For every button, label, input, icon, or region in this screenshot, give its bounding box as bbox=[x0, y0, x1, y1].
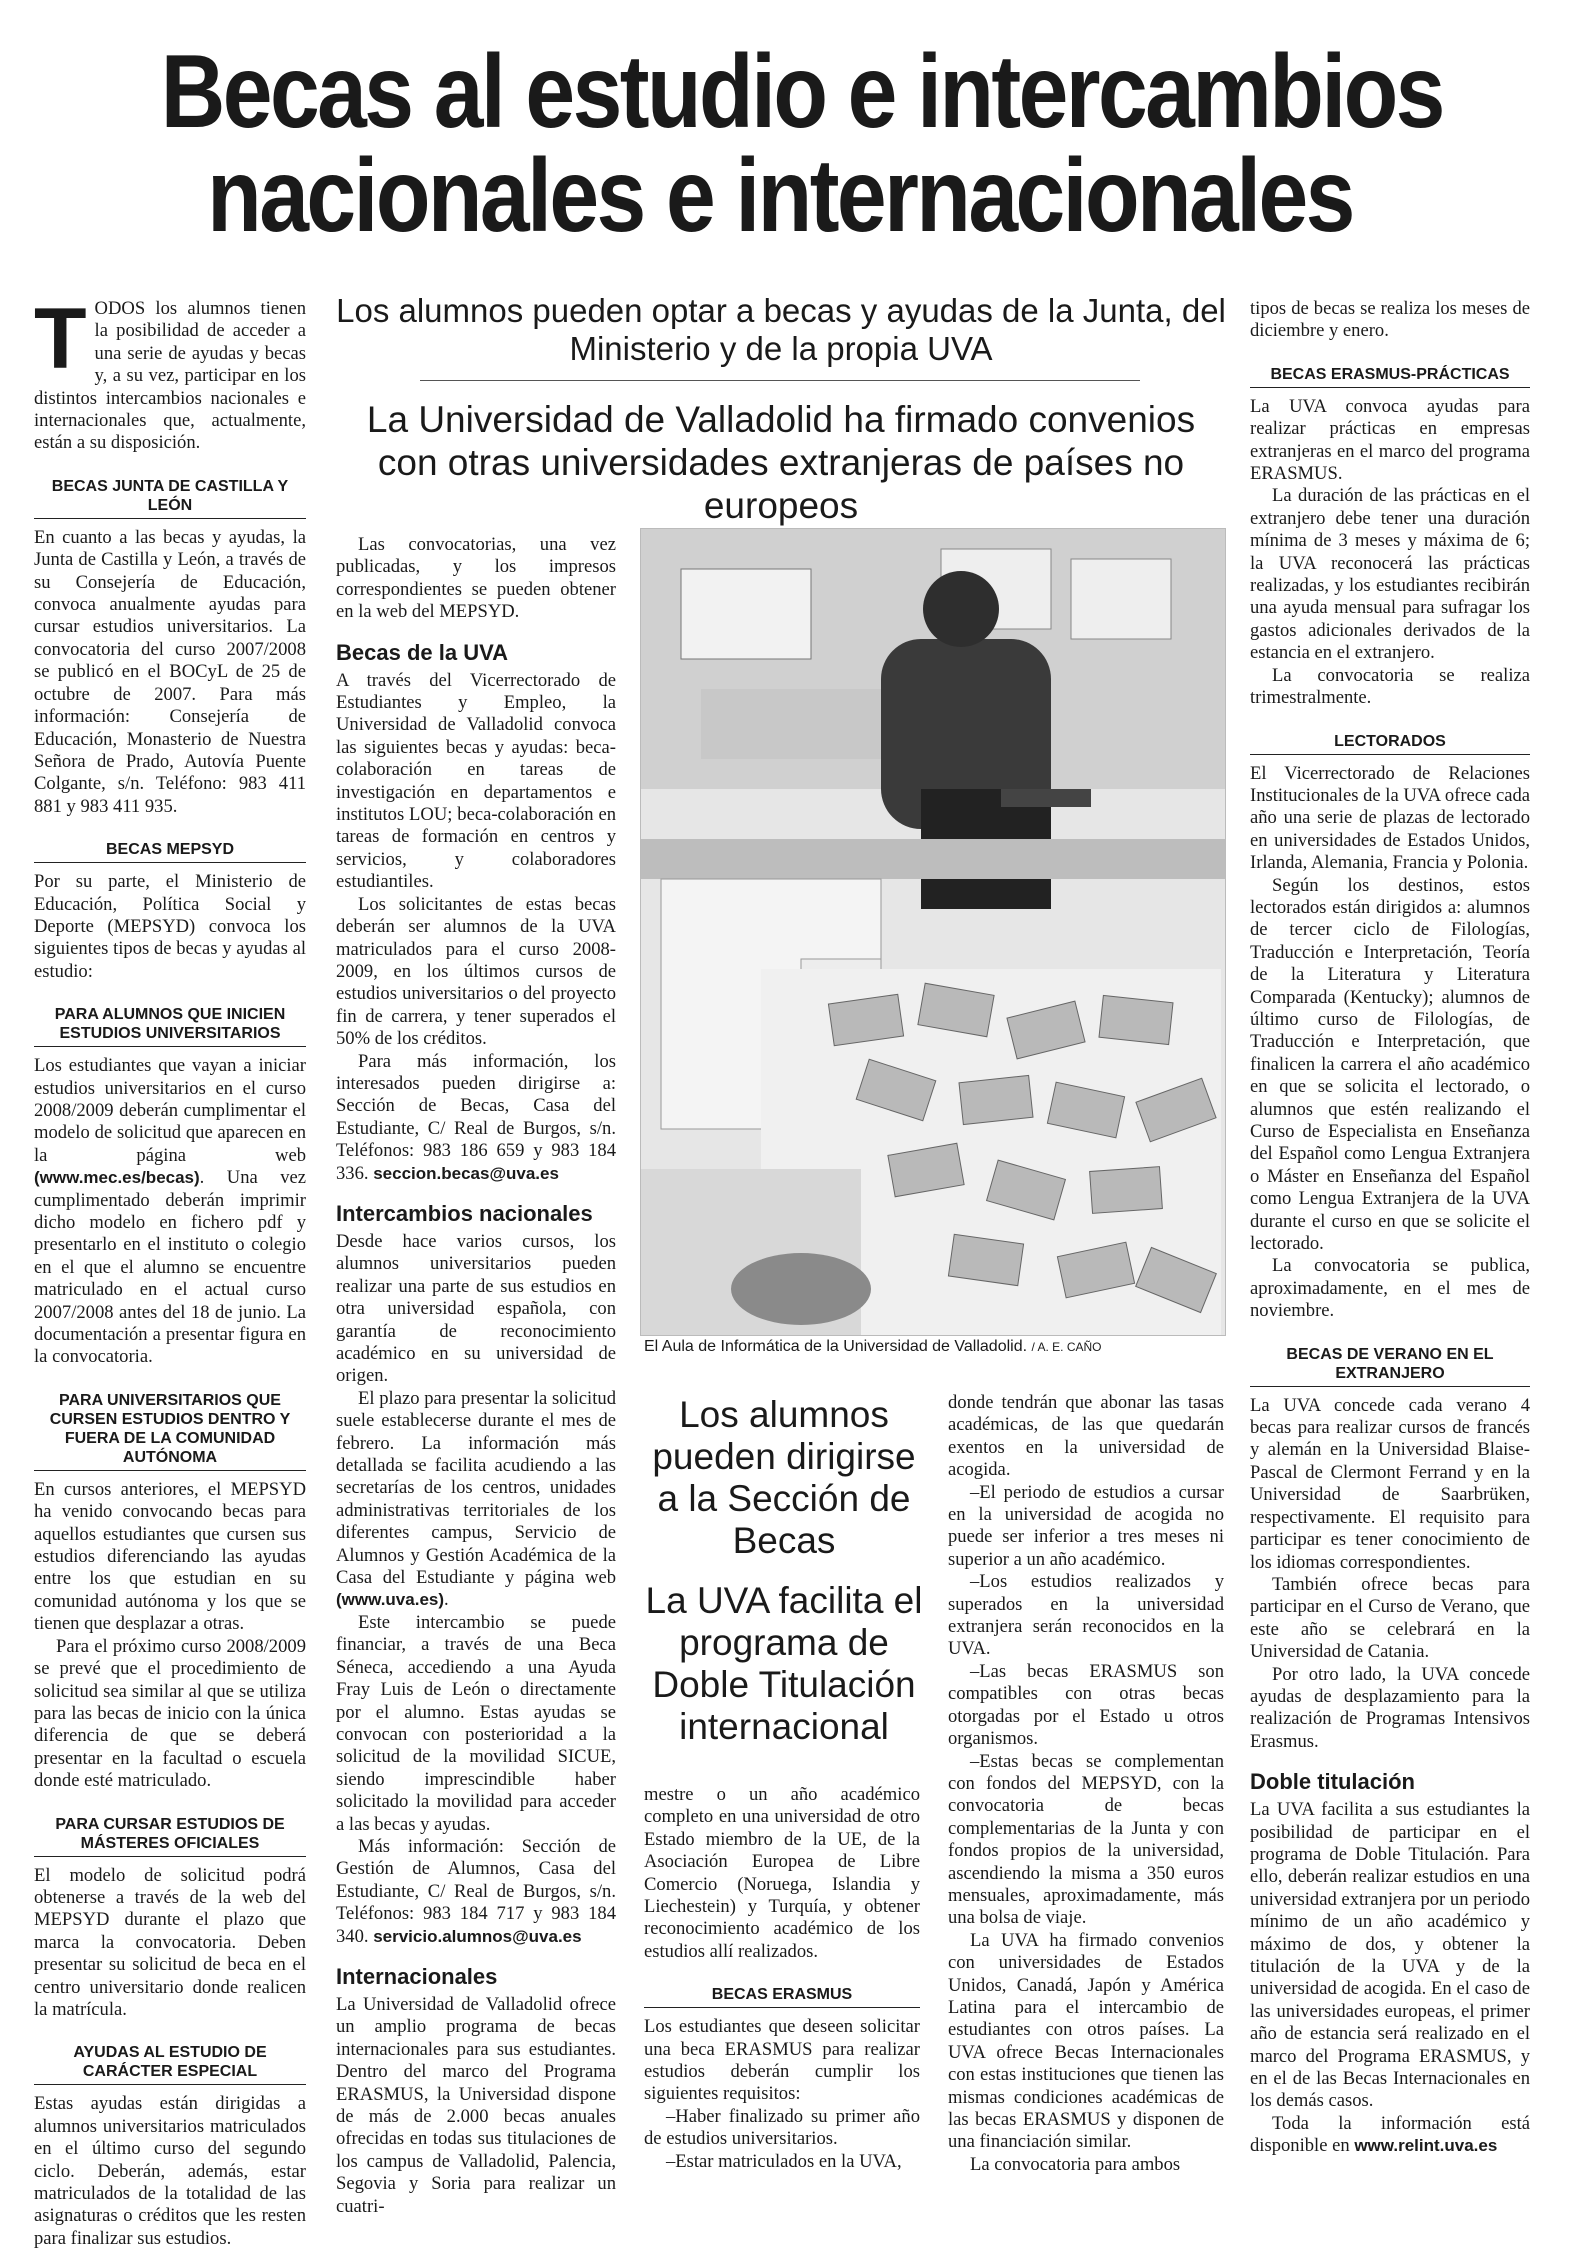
paragraph-nacionales-1: Desde hace varios cursos, los alumnos universitarios pueden realizar una parte de sus estudios en otra universidad española, con garantía de reconocimiento académico en su universidad de origen. bbox=[336, 1230, 616, 1387]
photo-credit: / A. E. CAÑO bbox=[1031, 1340, 1102, 1354]
paragraph-doble-2: Toda la información está disponible en www.relint.uva.es bbox=[1250, 2112, 1530, 2157]
paragraph-doble-1: La UVA facilita a sus estudiantes la posibilidad de participar en el programa de Doble Titulación. Para ello, deberán realizar estudios en una universidad extranjera por un periodo mínimo de un año académico y máximo de dos, y obtener la titulación de la UVA y de la universidad de acogida. En el caso de las universidades europeas, el primer año de estancia será realizado en el marco del Programa ERASMUS, y en el de las Becas Internacionales en los demás casos. bbox=[1250, 1799, 1530, 2112]
section-heading-fuera: PARA UNIVERSITARIOS QUE CURSEN ESTUDIOS DENTRO Y FUERA DE LA COMUNIDAD AUTÓNOMA bbox=[34, 1391, 306, 1471]
headline-line-1: Becas al estudio e intercambios bbox=[160, 34, 1443, 150]
requirement-2: –Estar matriculados en la UVA, bbox=[666, 2150, 902, 2172]
drop-cap: T bbox=[34, 291, 87, 387]
paragraph-nacionales-2: El plazo para presentar la solicitud suele establecerse durante el mes de febrero. La información más detallada se facilita acudiendo a las secretarías de los centros, unidades administrativas territoriales de los diferentes campus, Servicio de Alumnos y Gestión Académica de la Casa del Estudiante y página web (www.uva.es). bbox=[336, 1387, 616, 1611]
email-seccion-becas: seccion.becas@uva.es bbox=[373, 1163, 559, 1183]
paragraph-erasmus-cont: mestre o un año académico completo en una universidad de otro Estado miembro de la UE, de la Asociación Europea de Libre Comercio (Noruega, Islandia y Liechestein) y Turquía, y obtener reconocimiento académico de los estudios allí realizados. bbox=[644, 1784, 920, 1962]
paragraph-verano-1: La UVA concede cada verano 4 becas para realizar cursos de francés y alemán en la Universidad Blaise-Pascal de Clermont Ferrand y en la Universidad de Saarbrüken, respectivamente. El requisito para participar es tener conocimiento de los idiomas correspondientes. bbox=[1250, 1394, 1530, 1573]
paragraph-internacionales: La Universidad de Valladolid ofrece un amplio programa de becas internacionales para sus estudiantes. Dentro del marco del Programa ERASMUS, la Universidad dispone de más de 2.000 becas anuales ofrecidas en todas sus titulaciones de los campus de Valladolid, Palencia, Segovia y Soria para realizar un cuatri- bbox=[336, 1993, 616, 2217]
paragraph-col4-4: –Las becas ERASMUS son compatibles con otras becas otorgadas por el Estado u otros organismos. bbox=[948, 1660, 1224, 1750]
paragraph-verano-3: Por otro lado, la UVA concede ayudas de desplazamiento para la realización de Programas Intensivos Erasmus. bbox=[1250, 1663, 1530, 1752]
section-heading-practicas: BECAS ERASMUS-PRÁCTICAS bbox=[1250, 365, 1530, 388]
paragraph-col4-3: –Los estudios realizados y superados en la universidad extranjera serán reconocidos en la UVA. bbox=[948, 1571, 1224, 1660]
paragraph-col4-2: –El periodo de estudios a cursar en la universidad de acogida no puede ser inferior a tres meses ni superior a un año académico. bbox=[948, 1481, 1224, 1570]
computer-lab-illustration bbox=[641, 529, 1225, 1335]
section-heading-mepsyd: BECAS MEPSYD bbox=[34, 840, 306, 863]
paragraph-col4-7: La convocatoria para ambos bbox=[970, 2153, 1181, 2175]
paragraph-lectorados-2: Según los destinos, estos lectorados están dirigidos a: alumnos de tercer ciclo de Filologías, Traducción e Interpretación, Teoría de la Literatura y Literatura Comparada (Kentucky); alumnos de último curso de Filologías, de Traducción e Interpretación, que finalicen la carrera el año académico en que se solicita el lectorado, o alumnos que estén realizando el Curso de Especialista en Enseñanza del Español como Lengua Extranjera o Máster en Enseñanza del Español como Lengua Extranjera de la UVA durante el curso en que se solicite el lectorado. bbox=[1250, 874, 1530, 1255]
headline-line-2: nacionales e internacionales bbox=[207, 138, 1353, 254]
link-uva: (www.uva.es) bbox=[336, 1590, 445, 1610]
paragraph-col4-1: donde tendrán que abonar las tasas académicas, de las que quedarán exentos en la universidad de acogida. bbox=[948, 1392, 1224, 1481]
paragraph-erasmus: Los estudiantes que deseen solicitar una beca ERASMUS para realizar estudios deberán cumplir los siguientes requisitos: bbox=[644, 2016, 920, 2105]
section-heading-especial: AYUDAS AL ESTUDIO DE CARÁCTER ESPECIAL bbox=[34, 2043, 306, 2085]
paragraph-uva-1: A través del Vicerrectorado de Estudiantes y Empleo, la Universidad de Valladolid convoca las siguientes becas y ayudas: beca-colaboración en tareas de investigación en departamentos e institutos LOU; beca-colaboración en tareas de formación en centros y servicios, y colaboradores estudiantiles. bbox=[336, 669, 616, 893]
paragraph-col4-5: –Estas becas se complementan con fondos del MEPSYD, con la convocatoria de becas complementarias de la Junta y con fondos propios de la universidad, ascendiendo la misma a 350 euros mensuales, aproximadamente, más una bolsa de viaje. bbox=[948, 1750, 1224, 1929]
column-4 bbox=[948, 1392, 1224, 2176]
section-heading-masteres: PARA CURSAR ESTUDIOS DE MÁSTERES OFICIALES bbox=[34, 1815, 306, 1857]
heading-intercambios-nacionales: Intercambios nacionales bbox=[336, 1200, 593, 1226]
heading-becas-uva: Becas de la UVA bbox=[336, 639, 509, 665]
paragraph-lectorados-1: El Vicerrectorado de Relaciones Institucionales de la UVA ofrece cada año una serie de plazas de lectorado en universidades de Estados Unidos, Irlanda, Alemania, Francia y Polonia. bbox=[1250, 762, 1531, 874]
paragraph-especial: Estas ayudas están dirigidas a alumnos universitarios matriculados en el último curso del segundo ciclo. Deberán, además, estar matriculados de la totalidad de las asignaturas o créditos que les resten para finalizar sus estudios. bbox=[34, 2093, 306, 2249]
paragraph-mepsyd: Por su parte, el Ministerio de Educación, Política Social y Deporte (MEPSYD) convoca los siguientes tipos de becas y ayudas al estudio: bbox=[34, 871, 306, 982]
headline bbox=[160, 34, 1443, 254]
column-2 bbox=[336, 534, 616, 2218]
dek-primary: Los alumnos pueden optar a becas y ayudas de la Junta, del Ministerio y de la propia UVA bbox=[336, 292, 1226, 367]
link-relint: www.relint.uva.es bbox=[1354, 2136, 1498, 2156]
column-3 bbox=[644, 1784, 920, 2173]
paragraph-nacionales-4: Más información: Sección de Gestión de Alumnos, Casa del Estudiante, C/ Real de Burgos, s/n. Teléfonos: 983 184 717 y 983 184 340. servicio.alumnos@uva.es bbox=[336, 1835, 616, 1947]
pull-quote-2: La UVA facilita el programa de Doble Titulación internacional bbox=[645, 1580, 923, 1747]
paragraph-convocatorias: Las convocatorias, una vez publicadas, y los impresos correspondientes se pueden obtener en la web del MEPSYD. bbox=[336, 534, 616, 623]
requirement-1: –Haber finalizado su primer año de estudios universitarios. bbox=[644, 2105, 920, 2150]
pull-quote-1: Los alumnos pueden dirigirse a la Sección de Becas bbox=[652, 1394, 916, 1561]
paragraph-masteres: El modelo de solicitud podrá obtenerse a través de la web del MEPSYD durante el plazo que marca la convocatoria. Deben presentar su solicitud de beca en el centro universitario donde realicen la matrícula. bbox=[34, 1864, 306, 2020]
paragraph-uva-2: Los solicitantes de estas becas deberán ser alumnos de la UVA matriculados para el curso 2008-2009, en los últimos cursos de estudios universitarios o del proyecto fin de carrera, y tener superados el 50% de los créditos. bbox=[336, 893, 616, 1050]
dek-divider bbox=[420, 380, 1140, 381]
photo-caption bbox=[644, 1338, 1224, 1356]
section-heading-inicien: PARA ALUMNOS QUE INICIEN ESTUDIOS UNIVERSITARIOS bbox=[34, 1005, 306, 1047]
paragraph-verano-2: También ofrece becas para participar en el Curso de Verano, que este año se celebrará en la Universidad de Catania. bbox=[1250, 1573, 1530, 1663]
column-1 bbox=[34, 291, 306, 2250]
section-heading-erasmus: BECAS ERASMUS bbox=[644, 1985, 920, 2008]
email-servicio-alumnos: servicio.alumnos@uva.es bbox=[373, 1926, 582, 1946]
paragraph-lectorados-3: La convocatoria se publica, aproximadamente, en el mes de noviembre. bbox=[1250, 1255, 1530, 1322]
computer-lab-photo bbox=[640, 528, 1226, 1336]
column-5 bbox=[1250, 298, 1530, 2158]
paragraph-inicien: Los estudiantes que vayan a iniciar estudios universitarios en el curso 2008/2009 deberán cumplimentar el modelo de solicitud que aparecen en la página web (www.mec.es/becas). Una vez cumplimentado deberán imprimir dicho modelo en fichero pdf y presentarlo en el instituto o colegio en el que el alumno se encuentre matriculado en el actual curso 2007/2008 antes del 18 de junio. La documentación a presentar figura en la convocatoria. bbox=[34, 1055, 306, 1368]
paragraph-practicas-3: La convocatoria se realiza trimestralmente. bbox=[1250, 664, 1530, 709]
section-heading-junta: BECAS JUNTA DE CASTILLA Y LEÓN bbox=[34, 477, 306, 519]
paragraph-fuera-2: Para el próximo curso 2008/2009 se prevé que el procedimiento de solicitud sea similar al que se utiliza para las becas de inicio con la única diferencia de que se deberá presentar en la facultad o escuela donde esté matriculado. bbox=[34, 1635, 306, 1792]
section-heading-lectorados: LECTORADOS bbox=[1250, 732, 1530, 755]
paragraph-col5-top: tipos de becas se realiza los meses de diciembre y enero. bbox=[1250, 298, 1530, 342]
paragraph-col4-6: La UVA ha firmado convenios con universidades de Estados Unidos, Canadá, Japón y América Latina para el intercambio de estudiantes con otros países. La UVA ofrece Becas Internacionales con estas instituciones que tienen las mismas condiciones académicas de las becas ERASMUS y disponen de una financiación similar. bbox=[948, 1929, 1224, 2153]
heading-doble-titulacion: Doble titulación bbox=[1250, 1769, 1415, 1795]
dek-secondary: La Universidad de Valladolid ha firmado convenios con otras universidades extranjeras de países no europeos bbox=[366, 399, 1196, 526]
intro-paragraph: ODOS los alumnos tienen la posibilidad de acceder a una serie de ayudas y becas y, a su vez, participar en los distintos intercambios nacionales e internacionales que, actualmente, están a su disposición. bbox=[34, 298, 306, 454]
paragraph-practicas-2: La duración de las prácticas en el extranjero debe tener una duración mínima de 3 meses y máxima de 6; la UVA reconocerá las prácticas realizadas, y los estudiantes recibirán una ayuda mensual para sufragar los gastos adicionales derivados de la estancia en el extranjero. bbox=[1250, 485, 1530, 664]
paragraph-nacionales-3: Este intercambio se puede financiar, a través de una Beca Séneca, accediendo a una Ayuda Fray Luis de León o directamente por el alumno. Estas ayudas se convocan con posterioridad a la solicitud de la movilidad SICUE, siendo imprescindible haber solicitado la movilidad para acceder a las becas y ayudas. bbox=[336, 1611, 616, 1835]
paragraph-uva-3: Para más información, los interesados pueden dirigirse a: Sección de Becas, Casa del Estudiante, C/ Real de Burgos, s/n. Teléfonos: 983 186 659 y 983 184 336. seccion.becas@uva.es bbox=[336, 1050, 616, 1184]
paragraph-practicas-1: La UVA convoca ayudas para realizar prácticas en empresas extranjeras en el marco del programa ERASMUS. bbox=[1250, 395, 1530, 485]
heading-internacionales: Internacionales bbox=[336, 1963, 498, 1989]
link-mec-becas: (www.mec.es/becas) bbox=[34, 1168, 200, 1188]
section-heading-verano: BECAS DE VERANO EN EL EXTRANJERO bbox=[1250, 1345, 1530, 1387]
paragraph-fuera-1: En cursos anteriores, el MEPSYD ha venido convocando becas para aquellos estudiantes que cursen sus estudios diferenciando las ayudas entre los que estudian en su comunidad autónoma y los que se tienen que desplazar a otras. bbox=[34, 1478, 306, 1635]
caption-text: El Aula de Informática de la Universidad de Valladolid. bbox=[644, 1338, 1028, 1355]
paragraph-junta: En cuanto a las becas y ayudas, la Junta de Castilla y León, a través de su Consejería de Educación, convoca anualmente ayudas para cursar estudios universitarios. La convocatoria del curso 2007/2008 se publicó en el BOCyL de 25 de octubre de 2007. Para más información: Consejería de Educación, Monasterio de Nuestra Señora de Prado, Autovía Puente Colgante, s/n. Teléfono: 983 411 881 y 983 411 935. bbox=[34, 526, 306, 817]
